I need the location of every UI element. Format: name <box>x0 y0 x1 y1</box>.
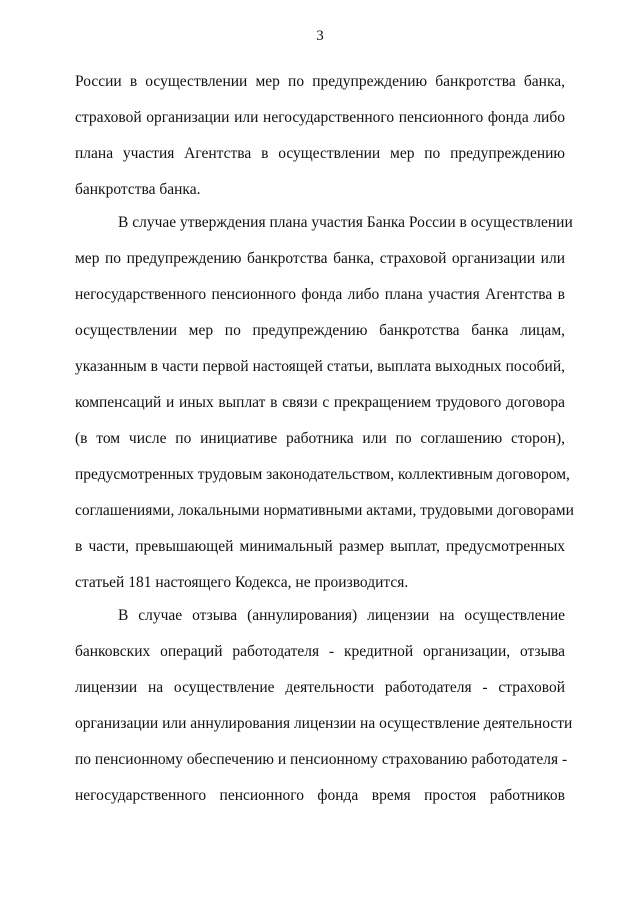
text-line: соглашениями, локальными нормативными актами, трудовыми договорами <box>75 502 574 519</box>
text-line: компенсаций и иных выплат в связи с прекращением трудового договора <box>75 394 565 411</box>
page-number: 3 <box>316 28 324 44</box>
text-line: негосударственного пенсионного фонда либо плана участия Агентства в <box>75 286 565 303</box>
text-line: лицензии на осуществление деятельности работодателя - страховой <box>75 679 565 696</box>
text-line: статьей 181 настоящего Кодекса, не производится. <box>75 574 409 591</box>
text-line: мер по предупреждению банкротства банка, страховой организации или <box>75 250 565 267</box>
text-line: страховой организации или негосударственного пенсионного фонда либо <box>75 109 565 126</box>
text-line: банкротства банка. <box>75 181 201 198</box>
text-line: (в том числе по инициативе работника или по соглашению сторон), <box>75 430 565 447</box>
text-line: банковских операций работодателя - кредитной организации, отзыва <box>75 643 565 660</box>
text-line: в части, превышающей минимальный размер выплат, предусмотренных <box>75 538 565 555</box>
text-line: России в осуществлении мер по предупреждению банкротства банка, <box>75 73 565 90</box>
text-line: В случае утверждения плана участия Банка России в осуществлении <box>118 214 573 231</box>
text-line: по пенсионному обеспечению и пенсионному страхованию работодателя - <box>75 751 568 768</box>
text-line: В случае отзыва (аннулирования) лицензии на осуществление <box>118 607 565 624</box>
text-line: плана участия Агентства в осуществлении мер по предупреждению <box>75 145 565 162</box>
text-line: предусмотренных трудовым законодательством, коллективным договором, <box>75 466 570 483</box>
text-line: осуществлении мер по предупреждению банкротства банка лицам, <box>75 322 565 339</box>
text-line: организации или аннулирования лицензии на осуществление деятельности <box>75 715 573 732</box>
text-line: указанным в части первой настоящей статьи, выплата выходных пособий, <box>75 358 565 375</box>
text-line: негосударственного пенсионного фонда время простоя работников <box>75 787 565 804</box>
